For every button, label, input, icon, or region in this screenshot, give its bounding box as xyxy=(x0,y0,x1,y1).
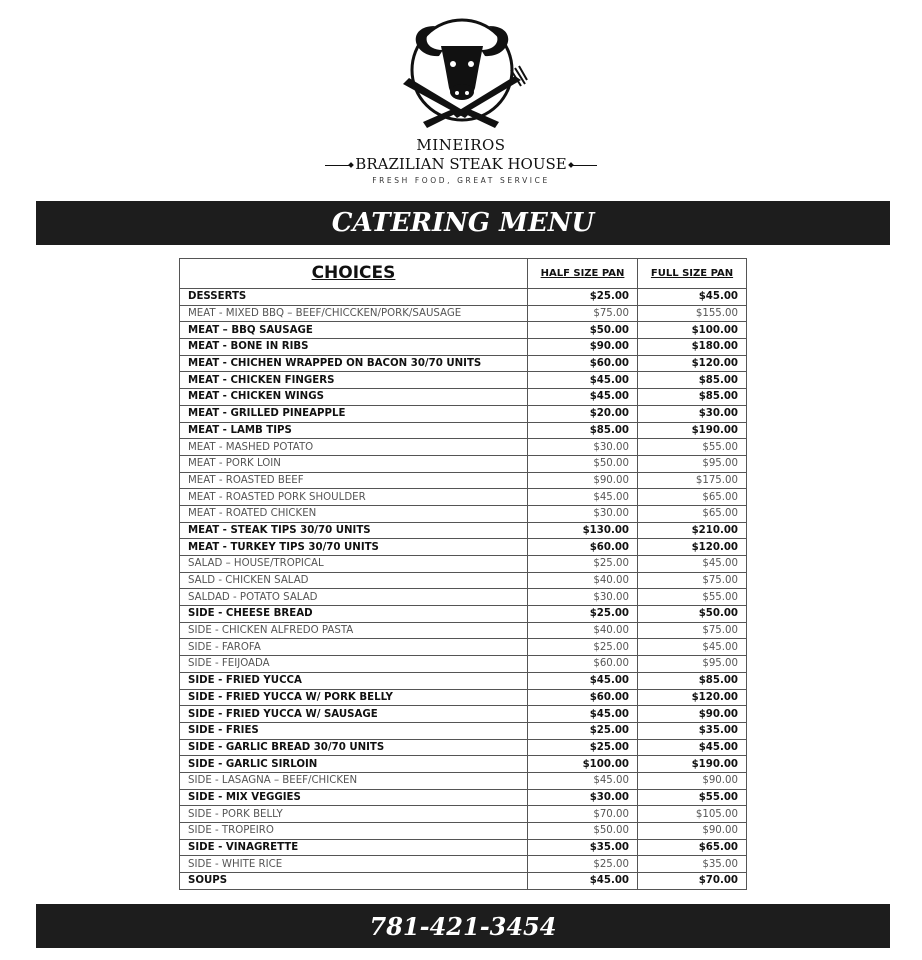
full-pan-price: $90.00 xyxy=(638,706,747,723)
full-pan-price: $75.00 xyxy=(638,622,747,639)
item-name: SIDE - MIX VEGGIES xyxy=(180,789,528,806)
table-row xyxy=(180,322,747,339)
full-pan-price: $55.00 xyxy=(638,789,747,806)
item-name: MEAT – BBQ SAUSAGE xyxy=(180,322,528,339)
item-name: SIDE - FEIJOADA xyxy=(180,656,528,673)
restaurant-name: MINEIROS xyxy=(416,136,506,154)
half-pan-price: $45.00 xyxy=(528,489,638,506)
half-pan-price: $100.00 xyxy=(528,756,638,773)
catering-menu-table xyxy=(179,258,747,890)
table-row xyxy=(180,505,747,522)
table-row xyxy=(180,389,747,406)
half-pan-price: $40.00 xyxy=(528,572,638,589)
full-pan-price: $85.00 xyxy=(638,372,747,389)
full-pan-price: $45.00 xyxy=(638,639,747,656)
full-pan-price: $90.00 xyxy=(638,772,747,789)
half-pan-price: $50.00 xyxy=(528,322,638,339)
table-row xyxy=(180,672,747,689)
item-name: SIDE - VINAGRETTE xyxy=(180,839,528,856)
full-pan-price: $175.00 xyxy=(638,472,747,489)
half-pan-price: $60.00 xyxy=(528,656,638,673)
table-row xyxy=(180,489,747,506)
table-row xyxy=(180,639,747,656)
item-name: SIDE - PORK BELLY xyxy=(180,806,528,823)
table-row xyxy=(180,789,747,806)
table-row xyxy=(180,355,747,372)
half-pan-price: $50.00 xyxy=(528,455,638,472)
half-pan-price: $30.00 xyxy=(528,439,638,456)
half-pan-price: $30.00 xyxy=(528,505,638,522)
full-pan-price: $45.00 xyxy=(638,739,747,756)
full-pan-price: $95.00 xyxy=(638,656,747,673)
item-name: SIDE - GARLIC SIRLOIN xyxy=(180,756,528,773)
table-row xyxy=(180,339,747,356)
full-pan-price: $55.00 xyxy=(638,439,747,456)
half-pan-price: $90.00 xyxy=(528,339,638,356)
half-pan-price: $25.00 xyxy=(528,639,638,656)
half-pan-price: $85.00 xyxy=(528,422,638,439)
item-name: SIDE - CHEESE BREAD xyxy=(180,606,528,623)
item-name: SIDE - FRIED YUCCA xyxy=(180,672,528,689)
half-pan-price: $45.00 xyxy=(528,873,638,890)
item-name: SIDE - LASAGNA – BEEF/CHICKEN xyxy=(180,772,528,789)
table-row xyxy=(180,806,747,823)
item-name: MEAT - PORK LOIN xyxy=(180,455,528,472)
divider-right xyxy=(571,165,597,166)
half-pan-price: $45.00 xyxy=(528,372,638,389)
full-pan-price: $65.00 xyxy=(638,505,747,522)
table-row xyxy=(180,422,747,439)
table-row xyxy=(180,722,747,739)
item-name: MEAT - ROATED CHICKEN xyxy=(180,505,528,522)
half-pan-price: $25.00 xyxy=(528,556,638,573)
item-name: MEAT - MASHED POTATO xyxy=(180,439,528,456)
table-row xyxy=(180,739,747,756)
half-pan-price: $25.00 xyxy=(528,289,638,306)
table-row xyxy=(180,606,747,623)
item-name: SIDE - FAROFA xyxy=(180,639,528,656)
half-pan-price: $45.00 xyxy=(528,772,638,789)
half-pan-price: $35.00 xyxy=(528,839,638,856)
full-pan-price: $50.00 xyxy=(638,606,747,623)
half-pan-price: $75.00 xyxy=(528,305,638,322)
item-name: SIDE - CHICKEN ALFREDO PASTA xyxy=(180,622,528,639)
full-pan-price: $65.00 xyxy=(638,839,747,856)
item-name: SIDE - GARLIC BREAD 30/70 UNITS xyxy=(180,739,528,756)
full-pan-price: $100.00 xyxy=(638,322,747,339)
header-choices: CHOICES xyxy=(180,259,528,289)
full-pan-price: $35.00 xyxy=(638,722,747,739)
menu-title-banner: CATERING MENU xyxy=(36,201,890,245)
item-name: SOUPS xyxy=(180,873,528,890)
full-pan-price: $55.00 xyxy=(638,589,747,606)
full-pan-price: $180.00 xyxy=(638,339,747,356)
half-pan-price: $25.00 xyxy=(528,856,638,873)
item-name: MEAT - MIXED BBQ – BEEF/CHICCKEN/PORK/SAUSAGE xyxy=(180,305,528,322)
item-name: MEAT - GRILLED PINEAPPLE xyxy=(180,405,528,422)
half-pan-price: $60.00 xyxy=(528,689,638,706)
divider-left xyxy=(325,165,351,166)
full-pan-price: $95.00 xyxy=(638,455,747,472)
item-name: SIDE - FRIED YUCCA W/ SAUSAGE xyxy=(180,706,528,723)
table-row xyxy=(180,689,747,706)
full-pan-price: $30.00 xyxy=(638,405,747,422)
half-pan-price: $30.00 xyxy=(528,789,638,806)
item-name: MEAT - STEAK TIPS 30/70 UNITS xyxy=(180,522,528,539)
half-pan-price: $25.00 xyxy=(528,739,638,756)
full-pan-price: $85.00 xyxy=(638,389,747,406)
table-row xyxy=(180,522,747,539)
full-pan-price: $65.00 xyxy=(638,489,747,506)
item-name: MEAT - TURKEY TIPS 30/70 UNITS xyxy=(180,539,528,556)
full-pan-price: $120.00 xyxy=(638,539,747,556)
table-row xyxy=(180,873,747,890)
full-pan-price: $45.00 xyxy=(638,289,747,306)
phone-banner: 781-421-3454 xyxy=(36,904,890,948)
item-name: SIDE - FRIES xyxy=(180,722,528,739)
half-pan-price: $130.00 xyxy=(528,522,638,539)
table-header-row xyxy=(180,259,747,289)
menu-items xyxy=(180,289,747,890)
half-pan-price: $45.00 xyxy=(528,706,638,723)
item-name: SALDAD - POTATO SALAD xyxy=(180,589,528,606)
item-name: MEAT - BONE IN RIBS xyxy=(180,339,528,356)
table-row xyxy=(180,556,747,573)
full-pan-price: $105.00 xyxy=(638,806,747,823)
half-pan-price: $50.00 xyxy=(528,823,638,840)
item-name: SALAD – HOUSE/TROPICAL xyxy=(180,556,528,573)
table-row xyxy=(180,756,747,773)
full-pan-price: $70.00 xyxy=(638,873,747,890)
half-pan-price: $40.00 xyxy=(528,622,638,639)
table-row xyxy=(180,856,747,873)
table-row xyxy=(180,455,747,472)
full-pan-price: $120.00 xyxy=(638,355,747,372)
table-row xyxy=(180,439,747,456)
table-row xyxy=(180,706,747,723)
item-name: SIDE - TROPEIRO xyxy=(180,823,528,840)
half-pan-price: $25.00 xyxy=(528,722,638,739)
item-name: MEAT - CHICKEN WINGS xyxy=(180,389,528,406)
table-row xyxy=(180,289,747,306)
item-name: MEAT - ROASTED BEEF xyxy=(180,472,528,489)
item-name: MEAT - ROASTED PORK SHOULDER xyxy=(180,489,528,506)
table-row xyxy=(180,656,747,673)
half-pan-price: $60.00 xyxy=(528,355,638,372)
full-pan-price: $210.00 xyxy=(638,522,747,539)
half-pan-price: $60.00 xyxy=(528,539,638,556)
restaurant-subtitle xyxy=(0,155,922,173)
table-row xyxy=(180,472,747,489)
table-row xyxy=(180,622,747,639)
item-name: MEAT - CHICHEN WRAPPED ON BACON 30/70 UNITS xyxy=(180,355,528,372)
full-pan-price: $85.00 xyxy=(638,672,747,689)
table-row xyxy=(180,539,747,556)
item-name: MEAT - CHICKEN FINGERS xyxy=(180,372,528,389)
full-pan-price: $155.00 xyxy=(638,305,747,322)
item-name: SIDE - WHITE RICE xyxy=(180,856,528,873)
full-pan-price: $35.00 xyxy=(638,856,747,873)
table-row xyxy=(180,839,747,856)
item-name: SIDE - FRIED YUCCA W/ PORK BELLY xyxy=(180,689,528,706)
table-row xyxy=(180,405,747,422)
item-name: SALD - CHICKEN SALAD xyxy=(180,572,528,589)
bull-head-fork-knife-icon xyxy=(395,6,529,134)
table-row xyxy=(180,589,747,606)
table-row xyxy=(180,372,747,389)
restaurant-tagline: FRESH FOOD, GREAT SERVICE xyxy=(372,176,550,185)
full-pan-price: $190.00 xyxy=(638,756,747,773)
table-row xyxy=(180,572,747,589)
full-pan-price: $75.00 xyxy=(638,572,747,589)
table-row xyxy=(180,823,747,840)
full-pan-price: $90.00 xyxy=(638,823,747,840)
full-pan-price: $45.00 xyxy=(638,556,747,573)
restaurant-subtitle-text: BRAZILIAN STEAK HOUSE xyxy=(355,155,567,173)
full-pan-price: $190.00 xyxy=(638,422,747,439)
header-full-size-pan: FULL SIZE PAN xyxy=(638,259,747,289)
full-pan-price: $120.00 xyxy=(638,689,747,706)
table-row xyxy=(180,772,747,789)
header-half-size-pan: HALF SIZE PAN xyxy=(528,259,638,289)
item-name: MEAT - LAMB TIPS xyxy=(180,422,528,439)
half-pan-price: $20.00 xyxy=(528,405,638,422)
half-pan-price: $25.00 xyxy=(528,606,638,623)
half-pan-price: $45.00 xyxy=(528,389,638,406)
half-pan-price: $30.00 xyxy=(528,589,638,606)
half-pan-price: $70.00 xyxy=(528,806,638,823)
half-pan-price: $90.00 xyxy=(528,472,638,489)
table-row xyxy=(180,305,747,322)
half-pan-price: $45.00 xyxy=(528,672,638,689)
item-name: DESSERTS xyxy=(180,289,528,306)
